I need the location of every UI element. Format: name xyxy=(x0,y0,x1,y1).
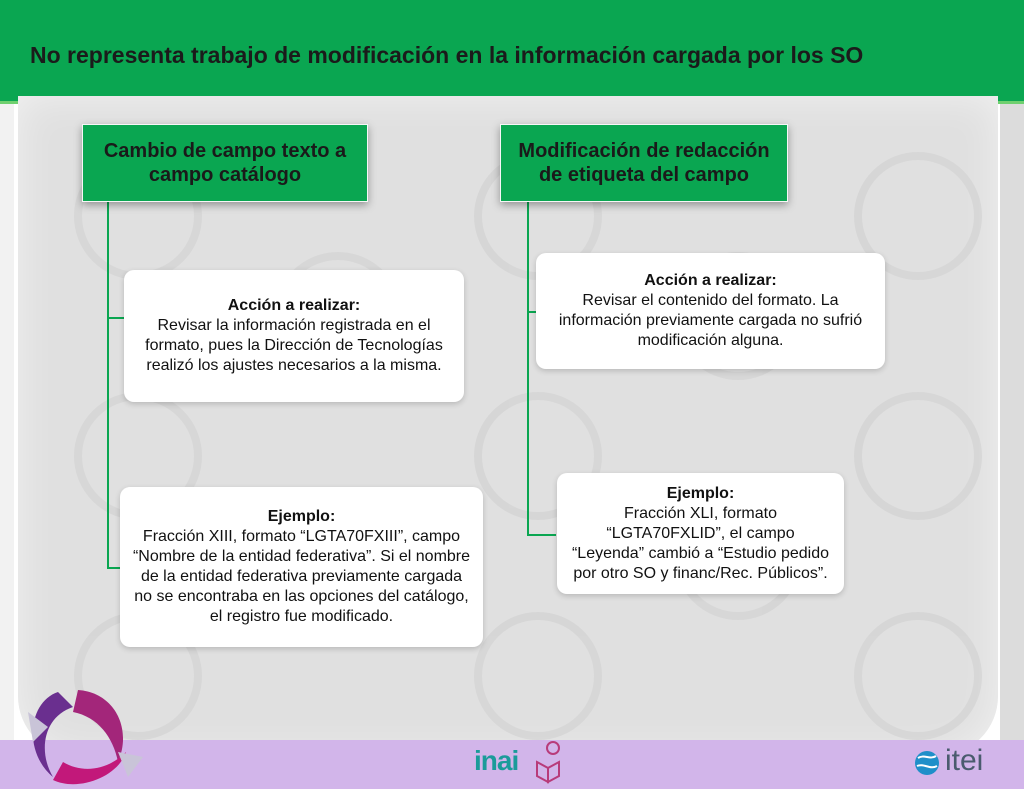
left-example-heading: Ejemplo: xyxy=(267,508,336,525)
right-action-heading: Acción a realizar: xyxy=(644,272,777,289)
right-action-card xyxy=(536,253,885,369)
right-example-text: Fracción XLI, formato “LGTA70FXLID”, el campo “Leyenda” cambió a “Estudio pedido por otro SO y financ/Rec. Públicos”. xyxy=(571,504,830,582)
left-action-text: Revisar la información registrada en el formato, pues la Dirección de Tecnologías realizó los ajustes necesarios a la misma. xyxy=(145,317,443,374)
corner-logo-icon xyxy=(18,682,148,789)
inai-person-book-icon xyxy=(533,740,563,784)
left-example-text: Fracción XIII, formato “LGTA70FXIII”, campo “Nombre de la entidad federativa”. Si el nombre de la entidad federativa previamente cargada no se encontraba en las opciones del catálogo, el registro fue modificado. xyxy=(132,528,471,625)
itei-globe-icon xyxy=(912,748,942,778)
left-action-card xyxy=(124,270,464,402)
left-example-card xyxy=(120,487,483,647)
left-action-heading: Acción a realizar: xyxy=(227,297,361,314)
left-title-text: Cambio de campo texto a campo catálogo xyxy=(103,140,347,186)
right-title-text: Modificación de redacción de etiqueta del campo xyxy=(518,140,770,186)
header-bar xyxy=(0,0,1024,104)
page-title: No representa trabajo de modificación en la información cargada por los SO xyxy=(30,42,864,68)
left-edge xyxy=(0,104,14,740)
left-title-box xyxy=(82,124,368,202)
right-example-card xyxy=(557,473,844,594)
right-title-box xyxy=(500,124,788,202)
right-edge xyxy=(1000,104,1024,740)
inai-logo: inai xyxy=(474,745,519,776)
itei-logo: itei xyxy=(945,744,984,777)
right-action-text: Revisar el contenido del formato. La información previamente cargada no sufrió modificación alguna. xyxy=(558,292,863,349)
right-example-heading: Ejemplo: xyxy=(666,484,735,502)
